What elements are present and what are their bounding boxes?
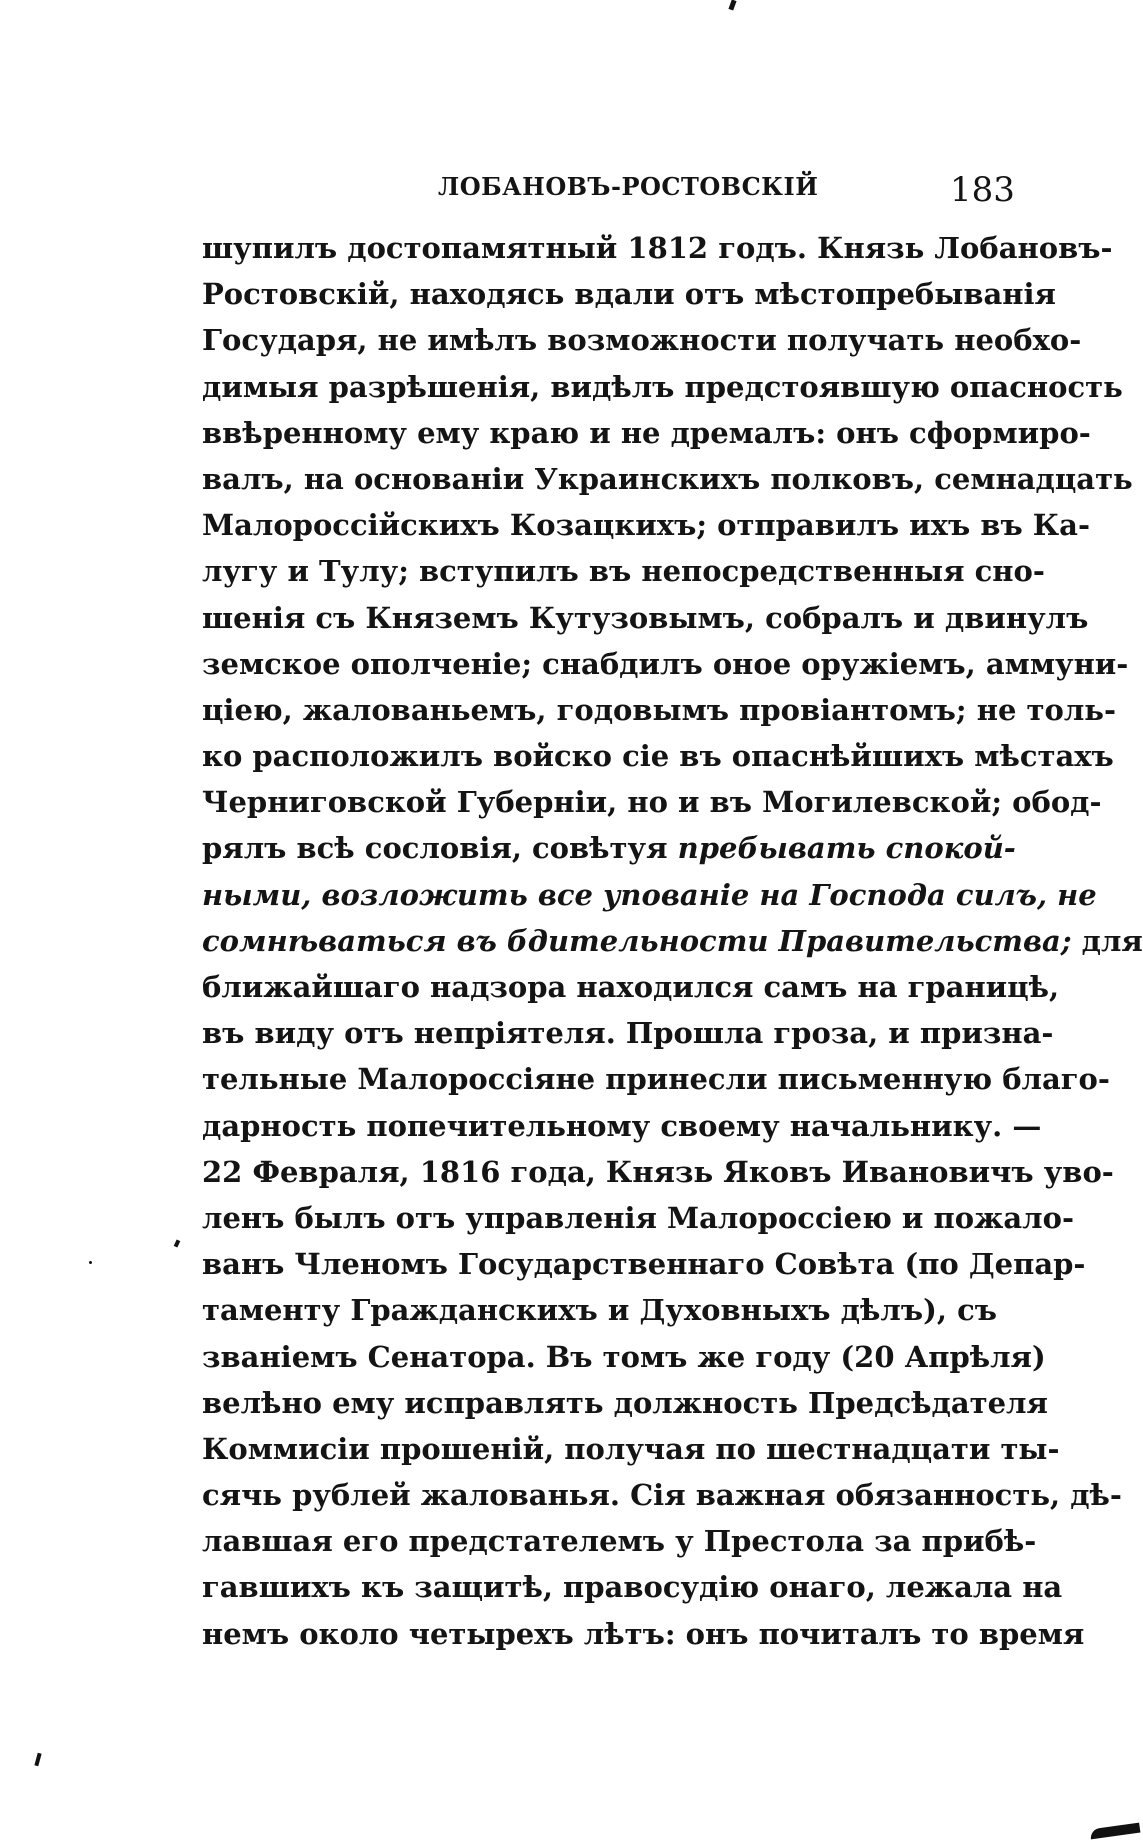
text-line [202,271,1056,317]
ink-speck [174,1239,181,1247]
text-segment: Черниговской Губерніи, но и въ Могилевской; обод- [202,785,1102,820]
text-segment: 22 Февраля, 1816 года, Князь Яковъ Ивановичъ уво- [202,1154,1114,1189]
text-line [202,502,1091,548]
text-segment: Государя, не имѣлъ возможности получать необхо- [202,323,1082,358]
text-segment: ввѣренному ему краю и не дремалъ: онъ сформиро- [202,415,1091,450]
italic-text-segment: пребывать спокой- [677,831,1016,866]
page-number: 183 [950,170,1015,210]
text-line [202,733,1114,779]
text-line [202,1564,1063,1610]
text-line [202,1426,1060,1472]
text-line [202,1103,1042,1149]
text-segment: званіемъ Сенатора. Въ томъ же году (20 Апрѣля) [202,1339,1046,1374]
text-line [202,687,1116,733]
text-line [202,1287,997,1333]
text-segment: дарность попечительному своему начальнику. — [202,1108,1042,1143]
text-line [202,1195,1074,1241]
text-segment: гавшихъ къ защитѣ, правосудію онаго, лежала на [202,1570,1063,1605]
text-segment: сячь рублей жалованья. Сія важная обязанность, дѣ- [202,1478,1122,1513]
text-segment: земское ополченіе; снабдилъ оное оружіемъ, аммуни- [202,646,1129,681]
text-segment: шупилъ достопамятный 1812 годъ. Князь Лобановъ- [202,231,1113,265]
text-line [202,1056,1110,1102]
text-line [202,1334,1046,1380]
text-segment: въ виду отъ непріятеля. Прошла гроза, и призна- [202,1016,1054,1051]
text-segment: лугу и Тулу; вступилъ въ непосредственныя сно- [202,554,1045,589]
body-text [202,225,1143,1657]
text-line [202,825,1016,871]
ink-smudge [1090,1823,1141,1840]
text-line [202,1611,1085,1657]
text-segment: валъ, на основаніи Украинскихъ полковъ, семнадцать [202,461,1133,496]
italic-text-segment: сомнѣваться въ бдительности Правительства; [202,923,1072,958]
text-segment: Коммисіи прошеній, получая по шестнадцати ты- [202,1431,1060,1466]
text-line [202,364,1123,410]
text-line [202,1241,1086,1287]
text-line [202,918,1143,964]
text-segment: Малороссійскихъ Козацкихъ; отправилъ ихъ въ Ка- [202,508,1091,543]
text-line [202,456,1133,502]
text-segment: димыя разрѣшенія, видѣлъ предстоявшую опасность [202,369,1123,404]
text-segment: ванъ Членомъ Государственнаго Совѣта (по Депар- [202,1247,1086,1282]
text-segment: ко расположилъ войско сіе въ опаснѣйшихъ мѣстахъ [202,739,1114,774]
ink-speck [34,1753,41,1767]
text-line [202,1149,1114,1195]
text-line [202,1518,1037,1564]
text-line [202,1472,1122,1518]
text-segment: немъ около четырехъ лѣтъ: онъ почиталъ то время [202,1616,1085,1651]
text-segment: ленъ былъ отъ управленія Малороссіею и пожало- [202,1200,1074,1235]
running-header: ЛОБАНОВЪ-РОСТОВСКІЙ [438,172,819,201]
ink-speck [728,0,736,11]
text-segment: рялъ всѣ сословія, совѣтуя [202,831,678,866]
text-segment: Ростовскій, находясь вдали отъ мѣстопребыванія [202,277,1056,312]
italic-text-segment: ными, возложить все упованіе на Господа силъ, не [202,877,1097,912]
text-segment: для [1071,923,1143,958]
text-line [202,225,1113,271]
text-segment: таменту Гражданскихъ и Духовныхъ дѣлъ), съ [202,1293,997,1328]
text-line [202,641,1129,687]
text-segment: ціею, жалованьемъ, годовымъ провіантомъ; не толь- [202,692,1116,727]
ink-speck [89,1261,92,1264]
text-line [202,872,1097,918]
text-line [202,964,1060,1010]
text-line [202,410,1091,456]
text-line [202,595,1089,641]
text-segment: тельные Малороссіяне принесли письменную благо- [202,1062,1110,1097]
text-line [202,779,1102,825]
text-line [202,1010,1054,1056]
text-segment: лавшая его предстателемъ у Престола за прибѣ- [202,1524,1037,1559]
text-segment: велѣно ему исправлять должность Предсѣдателя [202,1385,1048,1420]
text-line [202,1380,1048,1426]
text-line [202,317,1082,363]
text-line [202,548,1045,594]
text-segment: шенія съ Княземъ Кутузовымъ, собралъ и двинулъ [202,600,1089,635]
text-segment: ближайшаго надзора находился самъ на границѣ, [202,970,1060,1004]
